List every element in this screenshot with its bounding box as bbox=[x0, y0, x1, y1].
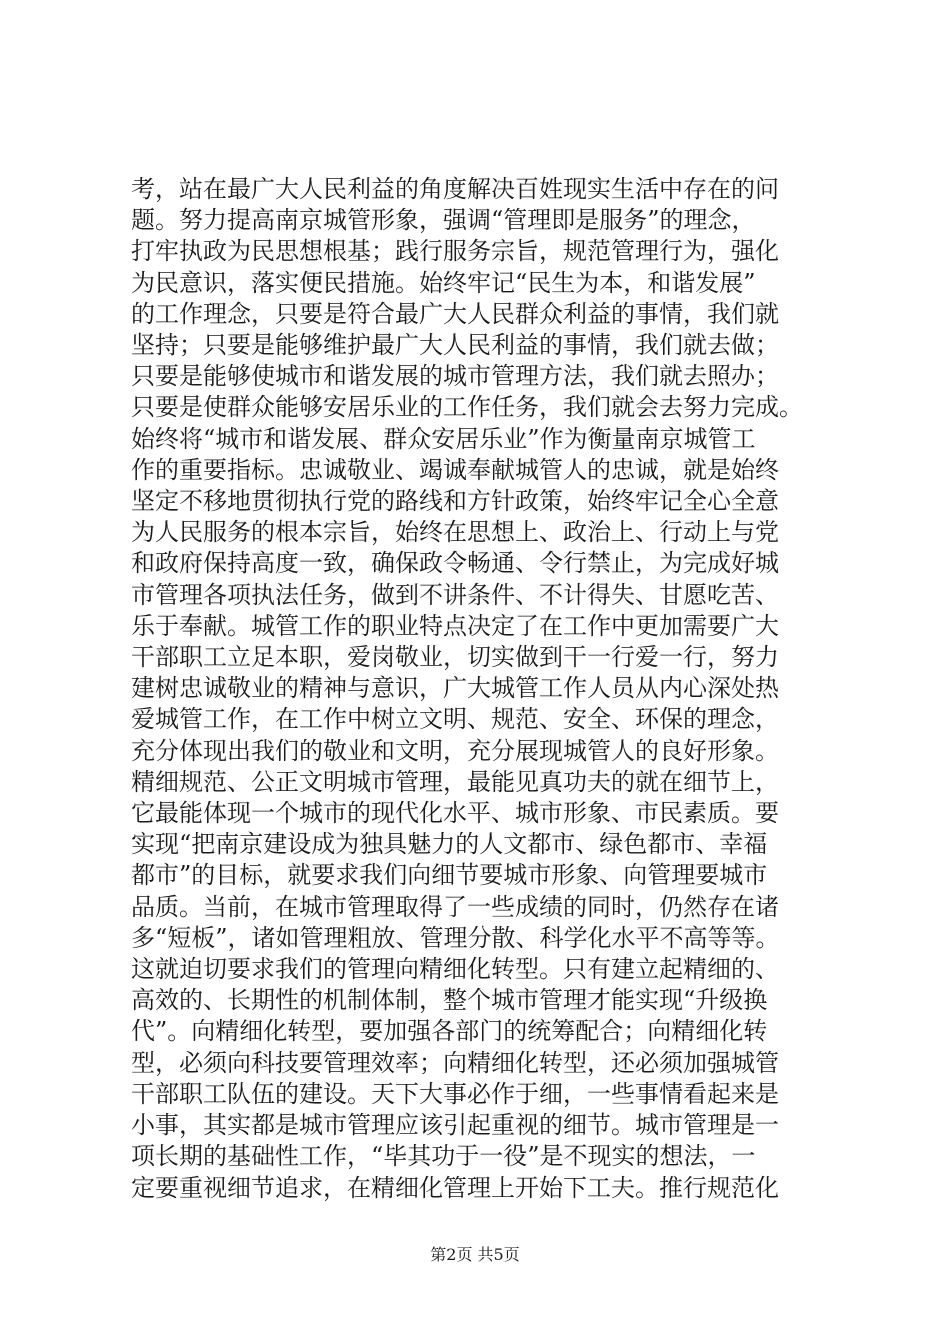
text-line: 打牢执政为民思想根基；践行服务宗旨，规范管理行为，强化 bbox=[131, 237, 779, 266]
text-line: 为人民服务的根本宗旨，始终在思想上、政治上、行动上与党 bbox=[131, 518, 779, 547]
text-line: 只要是使群众能够安居乐业的工作任务，我们就会去努力完成。 bbox=[131, 393, 803, 422]
text-line: 坚定不移地贯彻执行党的路线和方针政策，始终牢记全心全意 bbox=[131, 487, 779, 516]
text-line: 定要重视细节追求，在精细化管理上开始下工夫。推行规范化 bbox=[131, 1173, 779, 1202]
text-line: 考，站在最广大人民利益的角度解决百姓现实生活中存在的问 bbox=[131, 175, 779, 203]
text-line: 为民意识，落实便民措施。始终牢记“民生为本，和谐发展” bbox=[131, 268, 756, 297]
text-line: 和政府保持高度一致，确保政令畅通、令行禁止，为完成好城 bbox=[131, 549, 779, 578]
text-line: 实现“把南京建设成为独具魅力的人文都市、绿色都市、幸福 bbox=[131, 830, 768, 859]
text-line: 干部职工队伍的建设。天下大事必作于细，一些事情看起来是 bbox=[131, 1079, 779, 1108]
text-line: 精细规范、公正文明城市管理，最能见真功夫的就在细节上， bbox=[131, 767, 779, 796]
text-line: 干部职工立足本职，爱岗敬业，切实做到干一行爱一行，努力 bbox=[131, 643, 779, 672]
text-line: 它最能体现一个城市的现代化水平、城市形象、市民素质。要 bbox=[131, 799, 779, 828]
text-line: 高效的、长期性的机制体制，整个城市管理才能实现“升级换 bbox=[131, 986, 768, 1015]
body-text bbox=[131, 174, 831, 1204]
text-line: 项长期的基础性工作，“毕其功于一役”是不现实的想法，一 bbox=[131, 1142, 756, 1171]
text-line: 这就迫切要求我们的管理向精细化转型。只有建立起精细的、 bbox=[131, 955, 779, 984]
text-line: 型，必须向科技要管理效率；向精细化转型，还必须加强城管 bbox=[131, 1048, 779, 1077]
text-line: 的工作理念，只要是符合最广大人民群众利益的事情，我们就 bbox=[131, 299, 779, 328]
text-line: 题。努力提高南京城管形象，强调“管理即是服务”的理念， bbox=[131, 206, 756, 235]
text-line: 建树忠诚敬业的精神与意识，广大城管工作人员从内心深处热 bbox=[131, 674, 779, 703]
text-line: 代”。向精细化转型，要加强各部门的统筹配合；向精细化转 bbox=[131, 1017, 768, 1046]
text-line: 坚持；只要是能够维护最广大人民利益的事情，我们就去做； bbox=[131, 331, 779, 360]
text-line: 作的重要指标。忠诚敬业、竭诚奉献城管人的忠诚，就是始终 bbox=[131, 455, 779, 484]
text-line: 充分体现出我们的敬业和文明，充分展现城管人的良好形象。 bbox=[131, 736, 779, 765]
text-line: 市管理各项执法任务，做到不讲条件、不计得失、甘愿吃苦、 bbox=[131, 580, 779, 609]
text-line: 只要是能够使城市和谐发展的城市管理方法，我们就去照办； bbox=[131, 362, 779, 391]
page-number-footer: 第2页 共5页 bbox=[430, 1245, 520, 1264]
text-line: 小事，其实都是城市管理应该引起重视的细节。城市管理是一 bbox=[131, 1111, 779, 1140]
text-line: 乐于奉献。城管工作的职业特点决定了在工作中更加需要广大 bbox=[131, 611, 779, 640]
text-line: 爱城管工作，在工作中树立文明、规范、安全、环保的理念， bbox=[131, 705, 779, 734]
text-line: 多“短板”，诸如管理粗放、管理分散、科学化水平不高等等。 bbox=[131, 923, 780, 952]
text-line: 品质。当前，在城市管理取得了一些成绩的同时，仍然存在诸 bbox=[131, 892, 779, 921]
text-line: 都市”的目标，就要求我们向细节要城市形象、向管理要城市 bbox=[131, 861, 768, 890]
text-line: 始终将“城市和谐发展、群众安居乐业”作为衡量南京城管工 bbox=[131, 424, 756, 453]
